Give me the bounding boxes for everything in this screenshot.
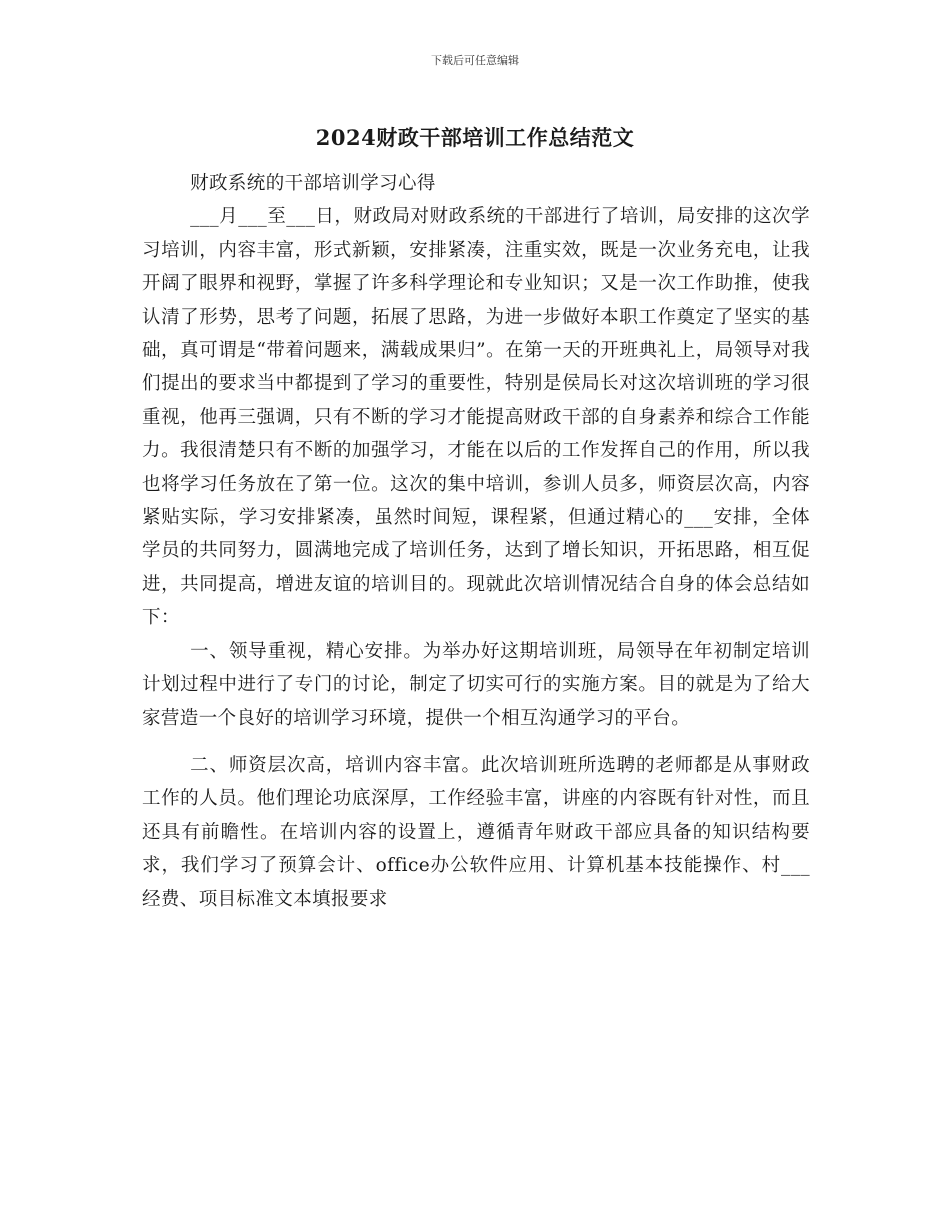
document-body [142, 167, 810, 916]
header-note: 下载后可任意编辑 [431, 54, 519, 67]
paragraph-section-two: 二、师资层次高，培训内容丰富。此次培训班所选聘的老师都是从事财政工作的人员。他们理论功底深厚，工作经验丰富，讲座的内容既有针对性，而且还具有前瞻性。在培训内容的设置上，遵循青年财政干部应具备的知识结构要求，我们学习了预算会计、office办公软件应用、计算机基本技能操作、村___经费、项目标准文本填报要求 [142, 754, 810, 910]
paragraph-intro: ___月___至___日，财政局对财政系统的干部进行了培训，局安排的这次学习培训，内容丰富，形式新颖，安排紧凑，注重实效，既是一次业务充电，让我开阔了眼界和视野，掌握了许多科学理论和专业知识；又是一次工作助推，使我认清了形势，思考了问题，拓展了思路，为进一步做好本职工作奠定了坚实的基础，真可谓是“带着问题来，满载成果归”。在第一天的开班典礼上，局领导对我们提出的要求当中都提到了学习的重要性，特别是侯局长对这次培训班的学习很重视，他再三强调，只有不断的学习才能提高财政干部的自身素养和综合工作能力。我很清楚只有不断的加强学习，才能在以后的工作发挥自己的作用，所以我也将学习任务放在了第一位。这次的集中培训，参训人员多，师资层次高，内容紧贴实际，学习安排紧凑，虽然时间短，课程紧，但通过精心的___安排，全体学员的共同努力，圆满地完成了培训任务，达到了增长知识，开拓思路，相互促进，共同提高，增进友谊的培训目的。现就此次培训情况结合自身的体会总结如下： [142, 206, 810, 629]
document-title: 2024财政干部培训工作总结范文 [315, 125, 635, 150]
paragraph-subtitle: 财政系统的干部培训学习心得 [190, 173, 436, 194]
paragraph-section-one: 一、领导重视，精心安排。为举办好这期培训班，局领导在年初制定培训计划过程中进行了专门的讨论，制定了切实可行的实施方案。目的就是为了给大家营造一个良好的培训学习环境，提供一个相互沟通学习的平台。 [142, 640, 810, 729]
